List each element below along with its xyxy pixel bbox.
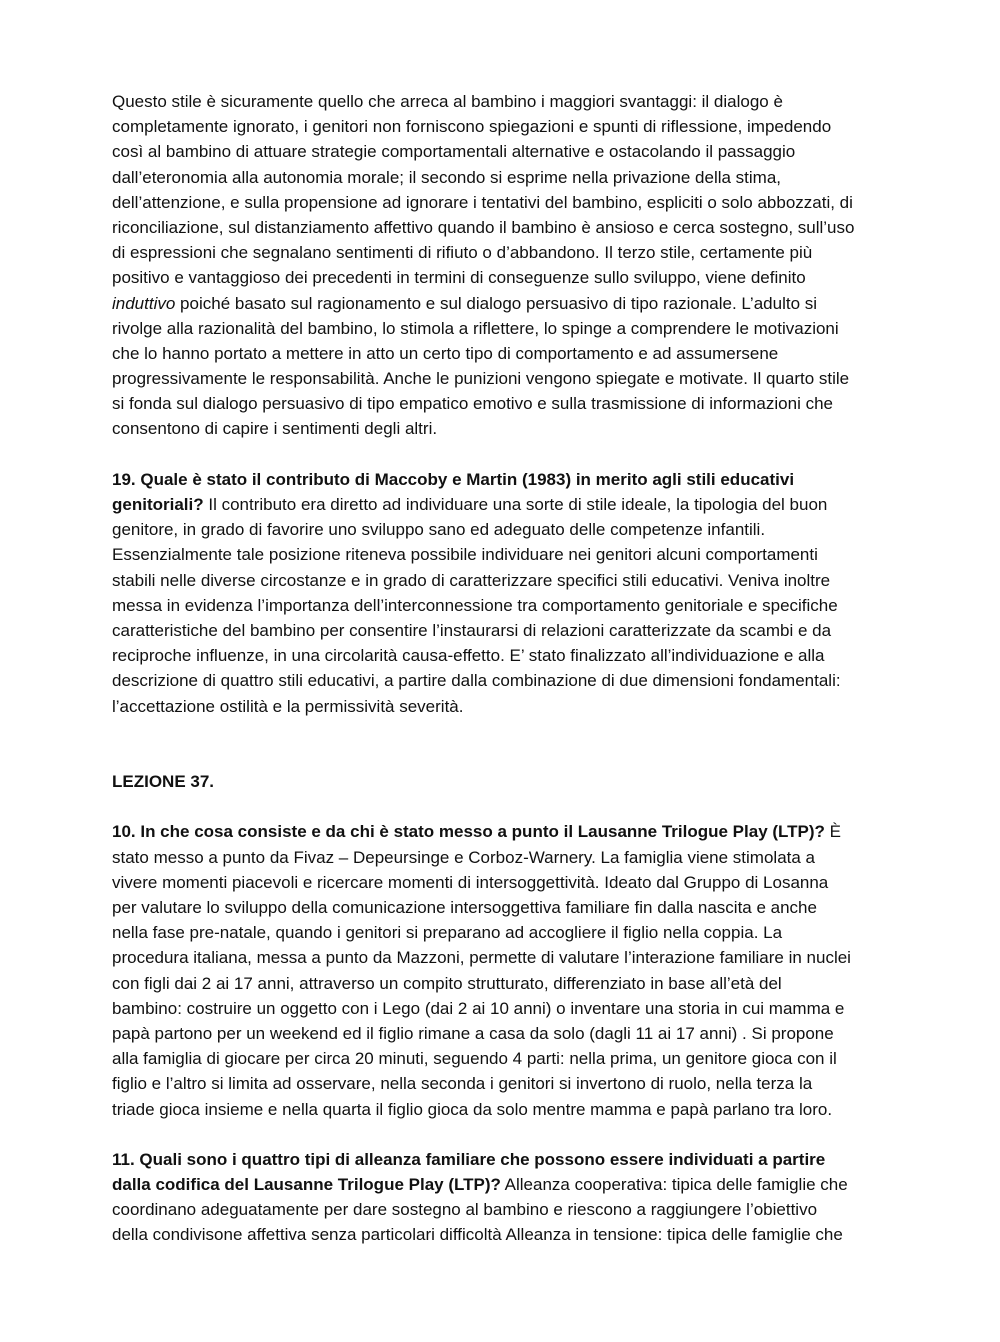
paragraph-spacer	[112, 442, 894, 467]
question-heading	[112, 819, 894, 844]
text-line	[112, 492, 894, 517]
question-title: 11. Quali sono i quattro tipi di alleanza familiare che possono essere individuati a partire	[112, 1149, 826, 1169]
text-line: l’accettazione ostilità e la permissività severità.	[112, 696, 464, 716]
text-line: con figli dai 2 ai 17 anni, attraverso un compito strutturato, differenziato in base all’età del	[112, 973, 782, 993]
question-title: genitoriali?	[112, 495, 204, 514]
text-line: vivere momenti piacevoli e ricercare momenti di intersoggettività. Ideato dal Gruppo di Losanna	[112, 872, 829, 892]
italic-term: induttivo	[112, 293, 176, 313]
text-line: della condivisone affettiva senza particolari difficoltà Alleanza in tensione: tipica delle famiglie che	[112, 1225, 843, 1245]
text-run: Il contributo era diretto ad individuare una sorte di stile ideale, la tipologia del buon	[203, 495, 828, 514]
paragraph-spacer	[112, 794, 894, 819]
text-line: caratteristiche del bambino per consentire l’instaurarsi di relazioni caratterizzate da scambi e da	[112, 620, 832, 640]
text-line: per valutare lo sviluppo della comunicazione intersoggettiva familiare fin dalla nascita e anche	[112, 898, 817, 917]
text-line: nella fase pre-natale, quando i genitori si preparano ad accogliere il figlio nella coppia. La	[112, 923, 783, 943]
text-line: positivo e vantaggioso dei precedenti in termini di conseguenze sullo sviluppo, viene definito	[112, 268, 806, 288]
text-line: papà partono per un weekend ed il figlio rimane a casa da solo (dagli 11 ai 17 anni) . Si propone	[112, 1023, 834, 1043]
text-line: progressivamente le responsabilità. Anche le punizioni vengono spiegate e motivate. Il quarto stile	[112, 369, 850, 389]
question-title: 19. Quale è stato il contributo di Maccoby e Martin (1983) in merito agli stili educativi	[112, 469, 795, 489]
text-line: alla famiglia di giocare per circa 20 minuti, seguendo 4 parti: nella prima, un genitore gioca con il	[112, 1049, 837, 1069]
text-line: figlio e l’altro si limita ad osservare, nella seconda i genitori si invertono di ruolo, nella terza la	[112, 1074, 813, 1094]
question-10	[112, 819, 894, 1121]
text-line: stabili nelle diverse circostanze e in grado di caratterizzare specifici stili educativi. Veniva inoltre	[112, 570, 831, 590]
text-line: genitore, in grado di favorire uno sviluppo sano ed adeguato delle competenze infantili.	[112, 520, 766, 540]
text-line: consentono di capire i sentimenti degli altri.	[112, 419, 438, 439]
text-line: rivolge alla razionalità del bambino, lo stimola a riflettere, lo spinge a comprendere le motivazioni	[112, 318, 839, 338]
paragraph-spacer	[112, 719, 894, 744]
question-11	[112, 1147, 894, 1248]
paragraph-spacer	[112, 1122, 894, 1147]
text-line: così al bambino di attuare strategie comportamentali alternative e ostacolando il passaggio	[112, 142, 796, 162]
question-title: dalla codifica del Lausanne Trilogue Play (LTP)?	[112, 1175, 501, 1195]
text-line: dall’eteronomia alla autonomia morale; il secondo si esprime nella privazione della stima,	[112, 167, 782, 187]
text-line: procedura italiana, messa a punto da Mazzoni, permette di valutare l’interazione familiare in nuclei	[112, 948, 851, 968]
text-line: di espressioni che segnalano sentimenti di rifiuto o d’abbandono. Il terzo stile, certamente più	[112, 243, 813, 263]
lesson-heading-text: LEZIONE 37.	[112, 772, 215, 792]
question-19	[112, 467, 894, 719]
question-heading	[112, 1147, 894, 1172]
text-run: Alleanza cooperativa: tipica delle famiglie che	[500, 1175, 848, 1195]
text-line: coordinano adeguatamente per dare sostegno al bambino e riescono a raggiungere l’obiettivo	[112, 1200, 818, 1220]
text-line: completamente ignorato, i genitori non forniscono spiegazioni e spunti di riflessione, impedendo	[112, 117, 832, 137]
question-title: 10. In che cosa consiste e da chi è stato messo a punto il Lausanne Trilogue Play (LTP)?	[112, 822, 825, 842]
text-line: stato messo a punto da Fivaz – Depeursinge e Corboz-Warnery. La famiglia viene stimolata a	[112, 847, 816, 867]
text-line: reciproche influenze, in una circolarità causa-effetto. E’ stato finalizzato all’individuazione e alla	[112, 646, 825, 666]
document-body	[112, 89, 894, 1248]
paragraph-spacer	[112, 744, 894, 769]
text-run: È	[824, 822, 841, 842]
text-line: Questo stile è sicuramente quello che arreca al bambino i maggiori svantaggi: il dialogo è	[112, 92, 783, 111]
lesson-heading	[112, 769, 894, 794]
text-run: poiché basato sul ragionamento e sul dialogo persuasivo di tipo razionale. L’adulto si	[175, 293, 818, 313]
text-line: descrizione di quattro stili educativi, a partire dalla combinazione di due dimensioni fondamentali:	[112, 671, 841, 691]
text-line: messa in evidenza l’importanza dell’interconnessione tra comportamento genitoriale e specifiche	[112, 595, 838, 615]
text-line	[112, 1172, 894, 1197]
text-line: Essenzialmente tale posizione riteneva possibile individuare nei genitori alcuni comportamenti	[112, 545, 818, 565]
text-line: dell’attenzione, e sulla propensione ad ignorare i tentativi del bambino, espliciti o solo abbozzati, di	[112, 192, 853, 212]
text-line: bambino: costruire un oggetto con i Lego (dai 2 ai 10 anni) o inventare una storia in cui mamma e	[112, 998, 845, 1018]
question-heading	[112, 467, 894, 492]
text-line: si fonda sul dialogo persuasivo di tipo empatico emotivo e sulla trasmissione di informazioni che	[112, 394, 833, 414]
text-line: riconciliazione, sul distanziamento affettivo quando il bambino è ansioso e cerca sostegno, sull’uso	[112, 217, 855, 237]
paragraph-parenting-styles	[112, 89, 894, 442]
text-line: triade gioca insieme e nella quarta il figlio gioca da solo mentre mamma e papà parlano tra loro.	[112, 1099, 833, 1119]
text-line: che lo hanno portato a mettere in atto un certo tipo di comportamento e ad assumersene	[112, 343, 779, 363]
text-line	[112, 291, 894, 316]
